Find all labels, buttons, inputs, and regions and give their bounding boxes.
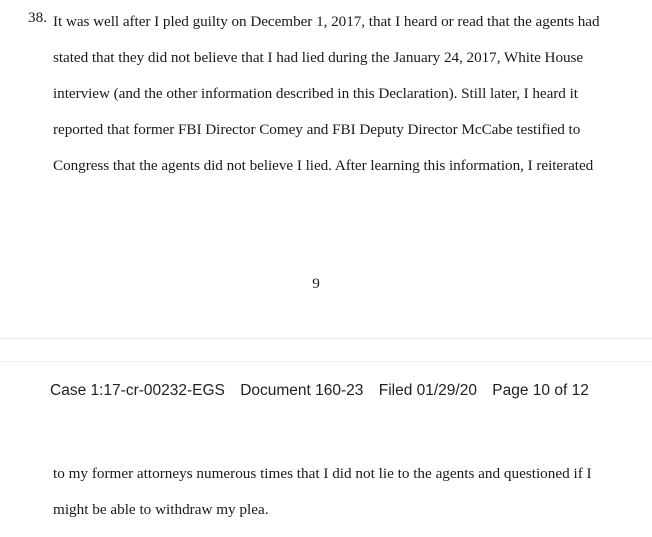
continuation-line: to my former attorneys numerous times that I did not lie to the agents and questioned if I [53,465,592,482]
paragraph-line: It was well after I pled guilty on December 1, 2017, that I heard or read that the agents had [53,13,600,30]
paragraph-number: 38. [28,9,47,26]
paragraph-line: stated that they did not believe that I had lied during the January 24, 2017, White House [53,49,584,66]
paragraph-line: Congress that the agents did not believe I lied. After learning this information, I reiterated [53,157,594,174]
page-count: Page 10 of 12 [492,382,589,399]
paragraph-line: interview (and the other information described in this Declaration). Still later, I heard it [53,85,578,102]
paragraph-line: reported that former FBI Director Comey and FBI Deputy Director McCabe testified to [53,121,581,138]
continuation-line: might be able to withdraw my plea. [53,501,269,518]
page-break [0,338,652,362]
case-number: Case 1:17-cr-00232-EGS [50,382,225,399]
document-number: Document 160-23 [240,382,364,399]
filed-date: Filed 01/29/20 [378,382,477,399]
case-header [50,381,600,401]
page-number: 9 [312,275,320,292]
